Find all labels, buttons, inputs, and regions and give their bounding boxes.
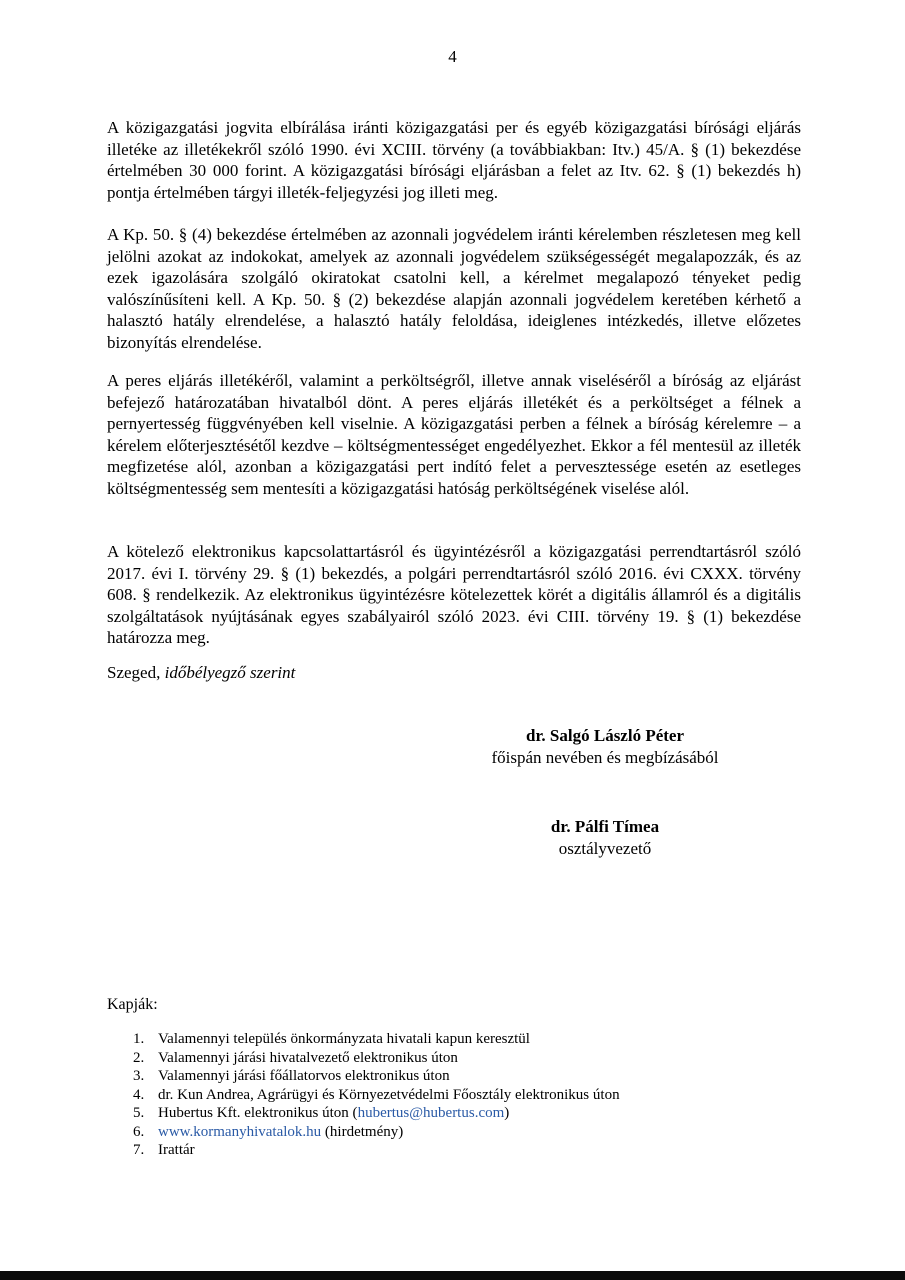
distribution-item-text (158, 1030, 773, 1049)
signatory-name: dr. Pálfi Tímea (550, 817, 660, 836)
dateline-place: Szeged, (107, 663, 165, 682)
distribution-item (133, 1067, 773, 1086)
distribution-item-segment: Valamennyi település önkormányzata hivatali kapun keresztül (158, 1031, 530, 1047)
distribution-item-number: 5. (133, 1105, 145, 1121)
distribution-heading: Kapják: (107, 996, 158, 1013)
dateline (107, 663, 295, 683)
distribution-item-segment: ) (504, 1105, 510, 1121)
distribution-item (133, 1104, 773, 1123)
website-link[interactable]: www.kormanyhivatalok.hu (158, 1123, 322, 1140)
distribution-item-segment: Valamennyi járási főállatorvos elektronikus úton (158, 1068, 450, 1084)
distribution-item-segment: (hirdetmény) (321, 1123, 404, 1140)
distribution-item-segment: Irattár (158, 1142, 195, 1158)
paragraph-immediate-protection: A Kp. 50. § (4) bekezdése értelmében az azonnali jogvédelem iránti kérelemben részletesen meg kell jelölni azokat az indokokat, amelyek az azonnali jogvédelem szükségességét megalapozzák, és az ezek igazolására szolgáló okiratokat csatolni kell, a kérelmet megalapozó tényeket pedig valószínűsíteni kell. A Kp. 50. § (2) bekezdése alapján azonnali jogvédelem keretében kérhető a halasztó hatály elrendelése, a halasztó hatály feloldása, ideiglenes intézkedés, illetve előzetes bizonyítás elrendelése. (107, 225, 801, 352)
distribution-item-number: 7. (133, 1142, 145, 1158)
distribution-item-segment: Valamennyi járási hivatalvezető elektronikus úton (158, 1049, 458, 1066)
signature-block-primary (430, 725, 780, 768)
distribution-item-text (158, 1104, 773, 1123)
distribution-item-text (158, 1141, 773, 1160)
paragraph-fees: A közigazgatási jogvita elbírálása iránti közigazgatási per és egyéb közigazgatási bírósági eljárás illetéke az illetékekről szóló 1990. évi XCIII. törvény (a továbbiakban: Itv.) 45/A. § (1) bekezdése értelmében 30 000 forint. A közigazgatási bírósági eljárásban a felet az Itv. 62. § (1) bekezdés h) pontja értelmében tárgyi illeték-feljegyzési jog illeti meg. (107, 118, 801, 202)
distribution-item-segment: Hubertus Kft. elektronikus úton ( (158, 1105, 358, 1121)
distribution-item-number: 1. (133, 1031, 145, 1047)
distribution-item (133, 1086, 773, 1105)
signatory-role: osztályvezető (558, 838, 652, 858)
page-number: 4 (448, 47, 457, 66)
distribution-item-segment: dr. Kun Andrea, Agrárügyi és Környezetvédelmi Főosztály elektronikus úton (158, 1086, 620, 1103)
dateline-timestamp-note: időbélyegző szerint (164, 663, 296, 682)
distribution-list (133, 1030, 773, 1160)
signatory-name: dr. Salgó László Péter (525, 726, 685, 745)
distribution-item (133, 1141, 773, 1160)
distribution-item (133, 1123, 773, 1142)
distribution-item-number: 4. (133, 1086, 145, 1103)
distribution-item-text (158, 1123, 773, 1142)
distribution-item-number: 6. (133, 1123, 145, 1140)
distribution-item-text (158, 1067, 773, 1086)
distribution-item-text (158, 1049, 773, 1068)
signatory-role: főispán nevében és megbízásából (491, 747, 719, 767)
paragraph-costs: A peres eljárás illetékéről, valamint a perköltségről, illetve annak viseléséről a bíróság az eljárást befejező határozatában hivatalból dönt. A peres eljárás illetékét és a perköltséget a félnek a pernyertesség függvényében kell viselnie. A közigazgatási perben a félnek a bíróság kérelemre – a kérelem előterjesztésétől kezdve – költségmentességet engedélyezhet. Ekkor a fél mentesül az illeték megfizetése alól, azonban a közigazgatási pert indító felet a pervesztessége esetén az esetleges költségmentesség sem mentesíti a közigazgatási hatóság perköltségének viselése alól. (107, 371, 801, 498)
distribution-item (133, 1049, 773, 1068)
signature-block-secondary (430, 816, 780, 859)
scan-edge-bar (0, 1271, 905, 1280)
email-link[interactable]: hubertus@hubertus.com (357, 1105, 505, 1121)
paragraph-electronic-contact: A kötelező elektronikus kapcsolattartásról és ügyintézésről a közigazgatási perrendtartásról szóló 2017. évi I. törvény 29. § (1) bekezdés, a polgári perrendtartásról szóló 2016. évi CXXX. törvény 608. § rendelkezik. Az elektronikus ügyintézésre kötelezettek körét a digitális államról és a digitális szolgáltatások nyújtásának egyes szabályairól szóló 2023. évi CIII. törvény 19. § (1) bekezdése határozza meg. (107, 542, 801, 647)
distribution-item-number: 2. (133, 1049, 145, 1066)
distribution-item-text (158, 1086, 773, 1105)
distribution-item (133, 1030, 773, 1049)
distribution-item-number: 3. (133, 1068, 145, 1084)
